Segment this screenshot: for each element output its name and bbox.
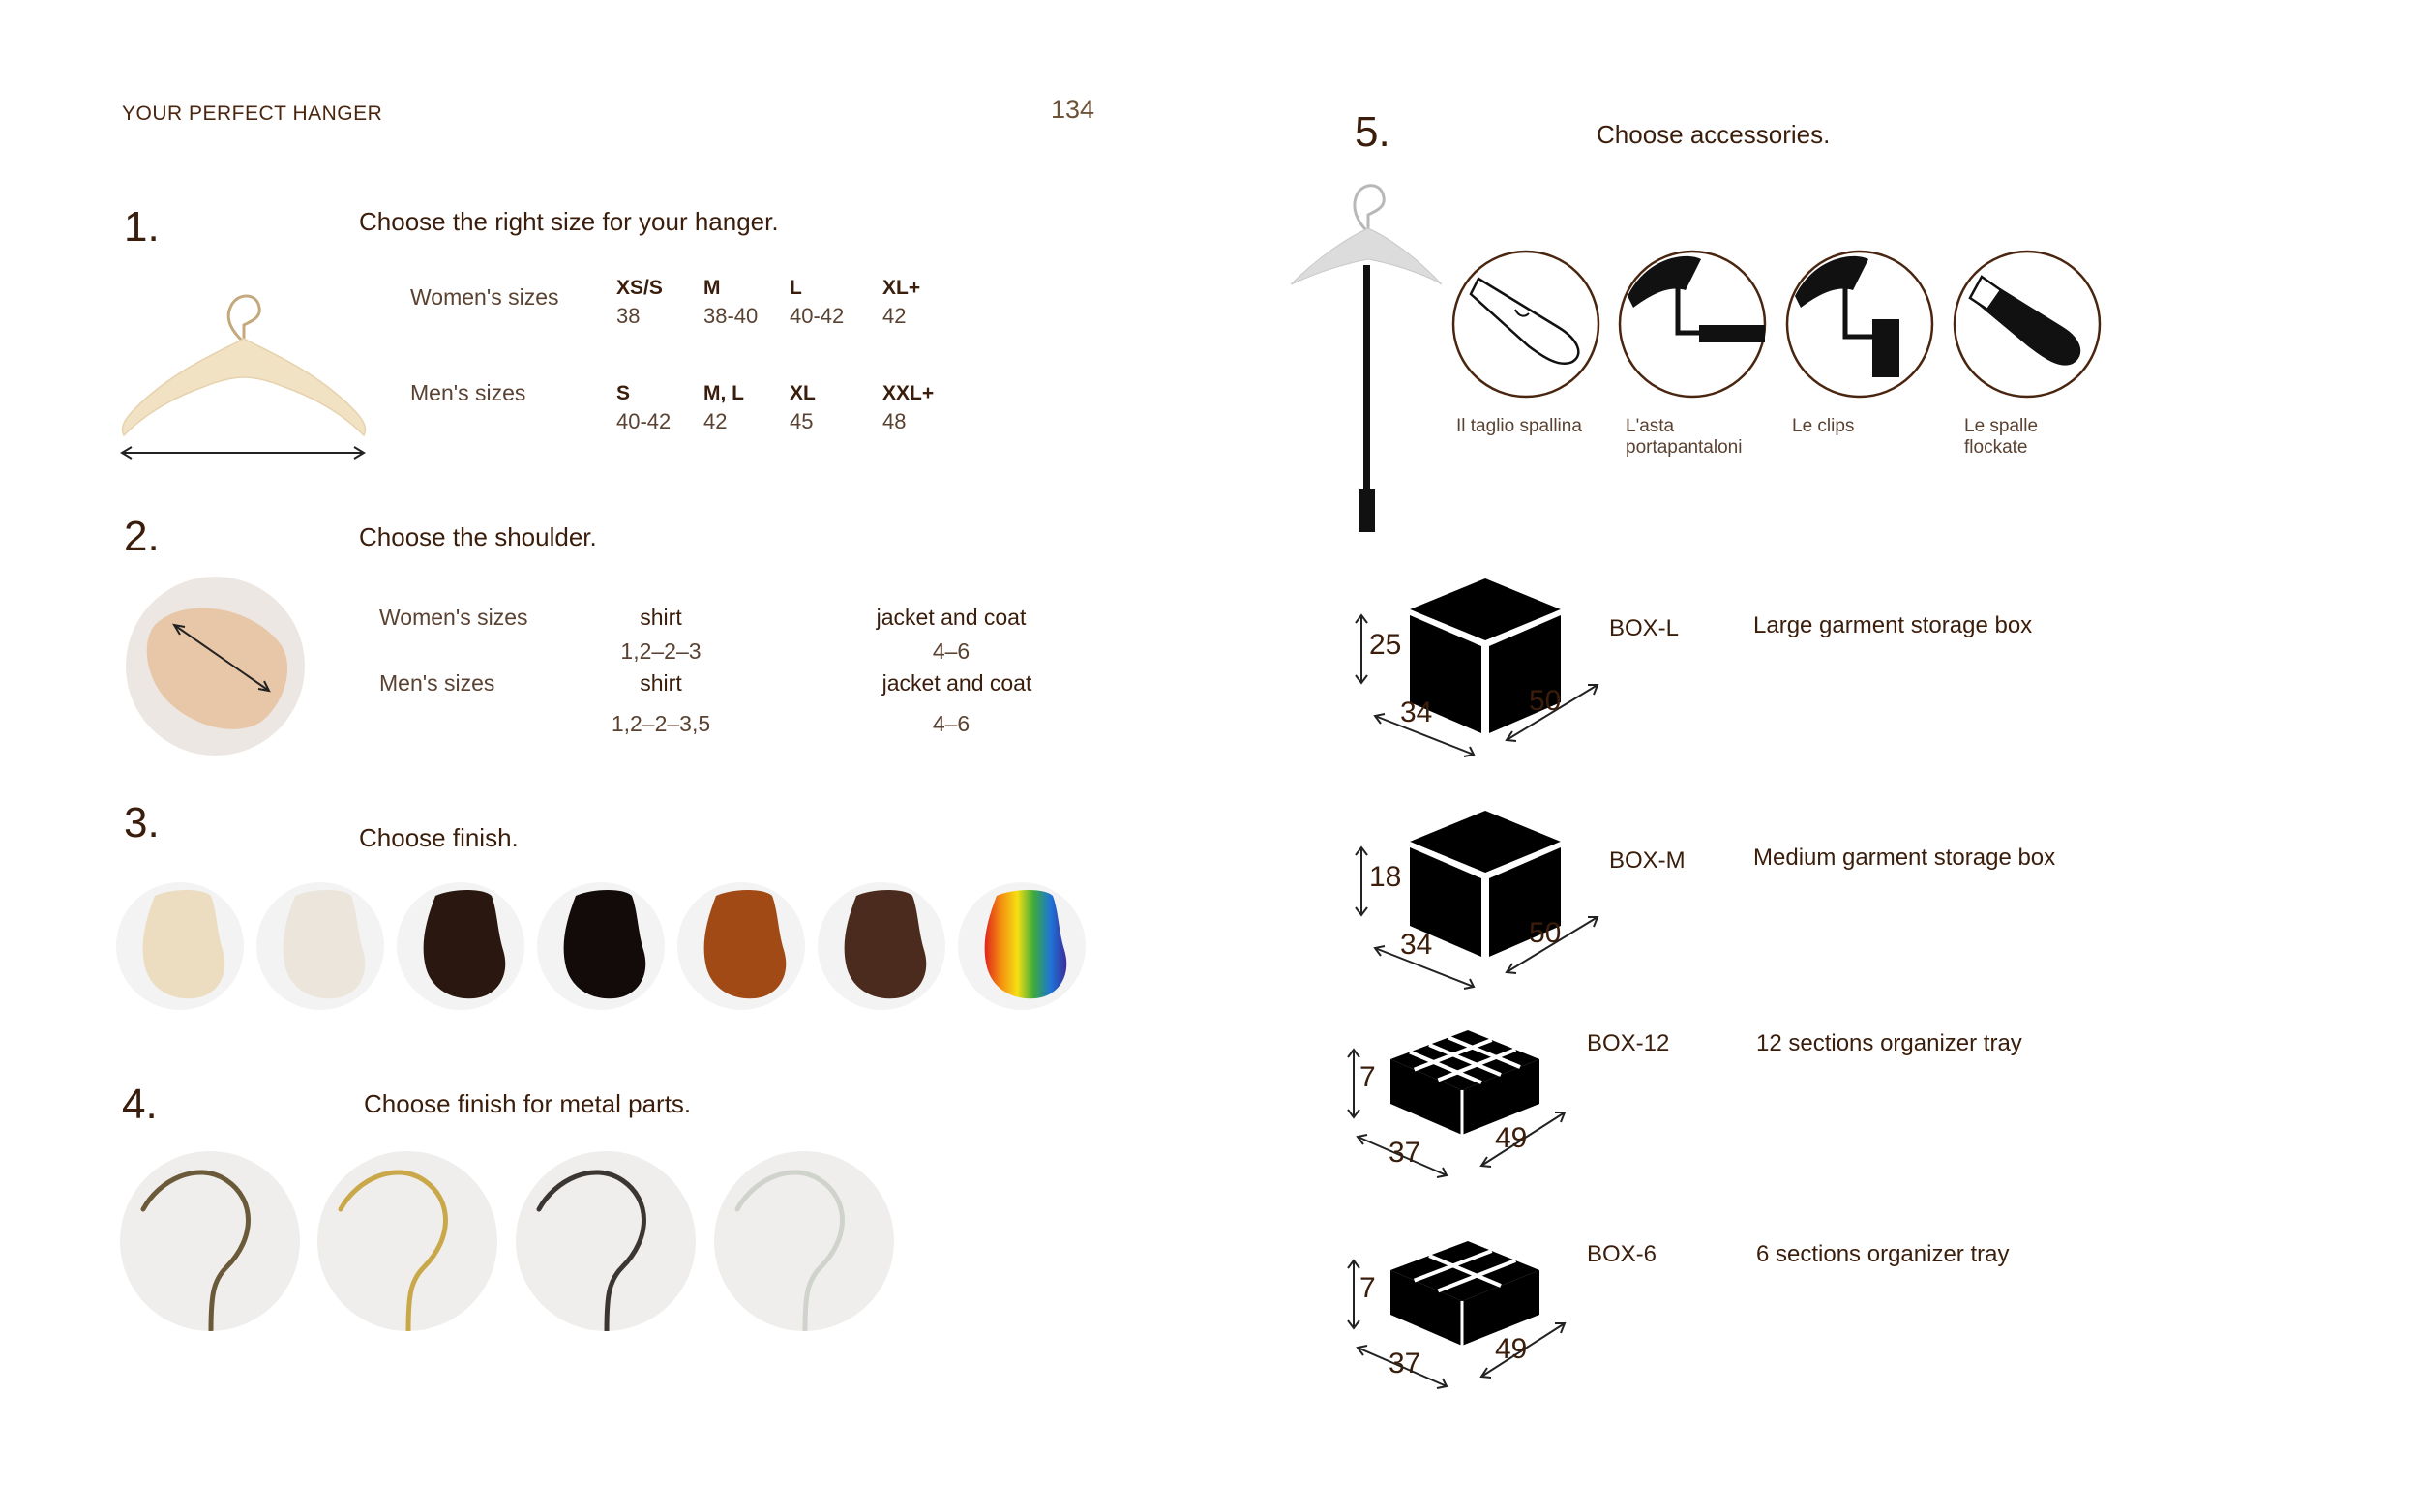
- womens-size-value: 40-42: [790, 304, 845, 328]
- box-illustration: [1350, 803, 1621, 1006]
- box-description: Large garment storage box: [1753, 612, 2033, 638]
- accessory-label-line1: Le clips: [1792, 416, 1855, 436]
- box-dimension-h: 7: [1359, 1272, 1376, 1304]
- step-5-title: Choose accessories.: [1597, 120, 1831, 149]
- accessory-clips-icon: [1785, 250, 1935, 400]
- box-row-box-6: [1350, 1241, 2317, 1444]
- accessory-label: [1456, 416, 1582, 437]
- mens-jacket-value: 4–6: [932, 711, 971, 736]
- box-dimension-h: 18: [1369, 861, 1402, 893]
- mens-size-xl: XL: [790, 382, 816, 404]
- accessory-label-line1: L'asta: [1626, 416, 1675, 436]
- metal-swatch-brass[interactable]: [120, 1151, 300, 1331]
- accessory-flocked-shoulders-icon: [1953, 250, 2103, 400]
- box-illustration: [1350, 1030, 1621, 1233]
- step-2-title: Choose the shoulder.: [359, 522, 597, 551]
- box-dimension-d: 50: [1529, 917, 1562, 949]
- step-1-womens-label: Women's sizes: [410, 284, 559, 310]
- accessory-label-line2: flockate: [1964, 437, 2028, 458]
- box-code: BOX-6: [1587, 1241, 1657, 1267]
- box-code: BOX-L: [1609, 615, 1680, 641]
- finish-swatch-cherry[interactable]: [677, 882, 805, 1010]
- box-code: BOX-M: [1609, 847, 1686, 874]
- finish-swatch-wenge[interactable]: [397, 882, 524, 1010]
- finish-swatch-rainbow[interactable]: [958, 882, 1086, 1010]
- mens-size-value: 45: [790, 409, 814, 433]
- box-description: 12 sections organizer tray: [1756, 1030, 2022, 1056]
- womens-size-value: 42: [882, 304, 907, 328]
- accessory-label: [1792, 416, 1854, 437]
- box-dimension-w: 34: [1400, 697, 1433, 728]
- womens-size-l: L: [790, 277, 802, 299]
- womens-jacket-header: jacket and coat: [876, 605, 1027, 630]
- accessory-label-line1: Le spalle: [1964, 416, 2039, 436]
- accessory-trouser-bar-icon: [1618, 250, 1768, 400]
- step-2-womens-label: Women's sizes: [379, 605, 528, 630]
- womens-size-value: 38-40: [703, 304, 759, 328]
- step-3-title: Choose finish.: [359, 823, 519, 852]
- accessory-label-line2: portapantaloni: [1626, 437, 1743, 458]
- page-number: 134: [1051, 95, 1095, 124]
- box-illustration: [1350, 571, 1621, 774]
- box-row-box-12: [1350, 1030, 2317, 1233]
- mens-size-value: 42: [703, 409, 728, 433]
- womens-shirt-value: 1,2–2–3: [620, 638, 702, 664]
- accessory-label-line1: Il taglio spallina: [1456, 416, 1582, 436]
- box-description: 6 sections organizer tray: [1756, 1241, 2010, 1267]
- box-row-box-l: [1350, 571, 2317, 774]
- mens-size-value: 48: [882, 409, 907, 433]
- step-3-number: 3.: [124, 799, 160, 846]
- box-dimension-w: 37: [1389, 1137, 1421, 1169]
- womens-size-xs-s: XS/S: [616, 277, 663, 299]
- step-1-number: 1.: [124, 203, 160, 251]
- mens-size-xxl: XXL+: [882, 382, 935, 404]
- step-4-number: 4.: [122, 1081, 158, 1128]
- shoulder-photo: [126, 577, 305, 756]
- step-4-title: Choose finish for metal parts.: [364, 1089, 692, 1118]
- accessory-label: [1626, 416, 1742, 459]
- box-dimension-w: 37: [1389, 1348, 1421, 1379]
- box-dimension-d: 50: [1529, 685, 1562, 717]
- metal-swatch-silver[interactable]: [714, 1151, 894, 1331]
- metal-swatch-gold[interactable]: [317, 1151, 497, 1331]
- box-dimension-d: 49: [1495, 1333, 1528, 1365]
- accessory-shoulder-cut-icon: [1451, 250, 1601, 400]
- mens-size-value: 40-42: [616, 409, 672, 433]
- mens-shirt-value: 1,2–2–3,5: [611, 711, 711, 736]
- step-2-mens-label: Men's sizes: [379, 670, 495, 696]
- step-2-number: 2.: [124, 513, 160, 560]
- finish-swatch-black[interactable]: [537, 882, 665, 1010]
- womens-size-xl: XL+: [882, 277, 921, 299]
- box-dimension-h: 7: [1359, 1061, 1376, 1093]
- mens-shirt-header: shirt: [640, 670, 682, 696]
- womens-size-value: 38: [616, 304, 641, 328]
- box-description: Medium garment storage box: [1753, 845, 2056, 871]
- box-row-box-m: [1350, 803, 2317, 1006]
- finish-swatch-natural[interactable]: [116, 882, 244, 1010]
- mens-jacket-header: jacket and coat: [881, 670, 1032, 696]
- box-code: BOX-12: [1587, 1030, 1670, 1056]
- womens-jacket-value: 4–6: [932, 638, 971, 664]
- hanger-size-illustration: [116, 282, 373, 461]
- step-1-mens-label: Men's sizes: [410, 380, 526, 405]
- finish-swatch-walnut[interactable]: [818, 882, 945, 1010]
- step-5-number: 5.: [1355, 108, 1390, 156]
- box-dimension-h: 25: [1369, 629, 1402, 661]
- step-1-title: Choose the right size for your hanger.: [359, 207, 779, 236]
- finish-swatch-white[interactable]: [256, 882, 384, 1010]
- womens-shirt-header: shirt: [640, 605, 682, 630]
- mens-size-m-l: M, L: [703, 382, 744, 404]
- womens-size-m: M: [703, 277, 721, 299]
- mens-size-s: S: [616, 382, 631, 404]
- box-dimension-w: 34: [1400, 929, 1433, 961]
- metal-swatch-dark[interactable]: [516, 1151, 696, 1331]
- box-illustration: [1350, 1241, 1621, 1444]
- page-header-title: YOUR PERFECT HANGER: [122, 103, 383, 125]
- box-dimension-d: 49: [1495, 1122, 1528, 1154]
- accessory-label: [1964, 416, 2038, 459]
- hanger-stand-illustration: [1289, 180, 1444, 538]
